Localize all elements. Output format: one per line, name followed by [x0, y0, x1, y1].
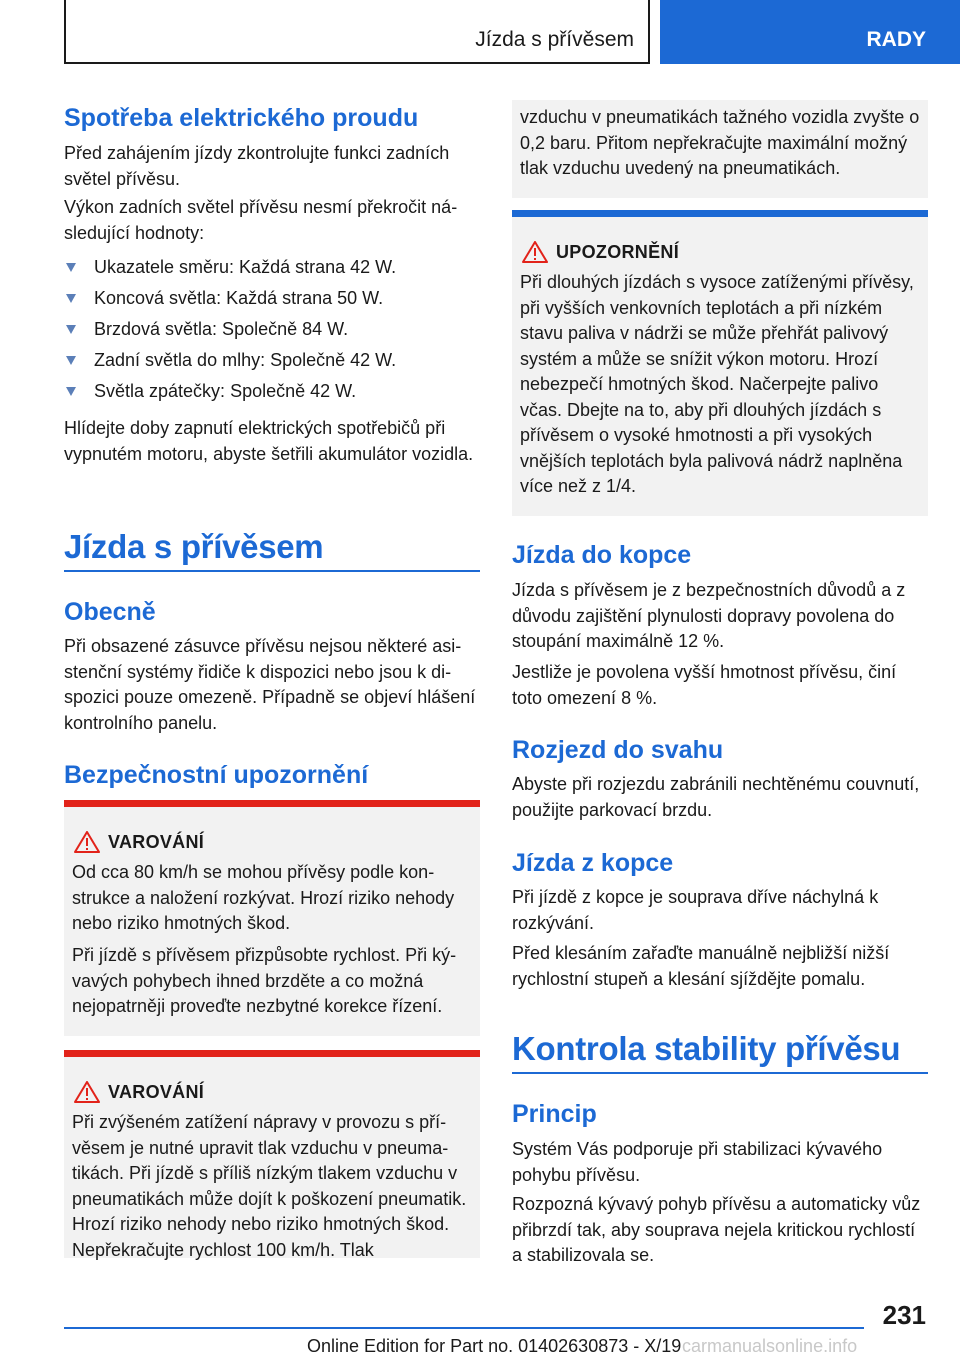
list-item: Zadní světla do mlhy: Společně 42 W.	[64, 345, 480, 376]
paragraph: Při jízdě z kopce je souprava dříve náchylná k rozkývání.	[512, 887, 879, 933]
bullet-triangle-icon	[64, 387, 94, 396]
warning-title: VAROVÁNÍ	[108, 832, 205, 852]
list-item: Koncová světla: Každá strana 50 W.	[64, 283, 480, 314]
heading-trailer-stability: Kontrola stability přívěsu	[512, 1030, 901, 1067]
heading-uphill: Jízda do kopce	[512, 541, 692, 569]
heading-power-consumption: Spotřeba elektrického proudu	[64, 104, 419, 132]
heading-general: Obecně	[64, 598, 156, 626]
paragraph: Rozpozná kývavý pohyb přívěsu a automaticky vůz přibrzdí tak, aby souprava nejela kritickou rychlostí a stabilizovala se.	[512, 1194, 921, 1265]
paragraph: Jestliže je povolena vyšší hmotnost přívěsu, činí toto omezení 8 %.	[512, 662, 897, 708]
paragraph: Hlídejte doby zapnutí elektrických spotřebičů při vypnutém motoru, abyste šetřili akumulátor vozidla.	[64, 418, 474, 464]
warning-text: vzduchu v pneumatikách tažného vozidla zvyšte o 0,2 baru. Přitom nepřekračujte maximální možný tlak vzduchu uvedený na pneumatikách.	[520, 107, 920, 178]
list-item: Brzdová světla: Společně 84 W.	[64, 314, 480, 345]
power-limits-list	[64, 252, 480, 407]
heading-safety-notes: Bezpečnostní upozornění	[64, 761, 369, 789]
heading-principle: Princip	[512, 1100, 597, 1128]
warning-text: Od cca 80 km/h se mohou přívěsy podle konstrukce a naložení rozkývat. Hrozí riziko nehody nebo riziko hmotných škod.	[72, 862, 455, 933]
heading-slope-start: Rozjezd do svahu	[512, 736, 724, 764]
caution-title: UPOZORNĚNÍ	[556, 242, 680, 262]
edition-note: Online Edition for Part no. 01402630873 - X/19	[307, 1336, 682, 1356]
caution-box	[512, 210, 928, 516]
paragraph: Systém Vás podporuje při stabilizaci kývavého pohybu přívěsu.	[512, 1139, 883, 1185]
watermark: carmanualsonline.info	[682, 1336, 858, 1356]
page-number: 231	[882, 1300, 926, 1330]
paragraph: Před klesáním zařaďte manuálně nejbližší nižší rychlostní stupeň a klesání sjíždějte pomalu.	[512, 943, 890, 989]
section-label: RADY	[866, 28, 926, 51]
list-item: Světla zpátečky: Společně 42 W.	[64, 376, 480, 407]
heading-driving-with-trailer: Jízda s přívěsem	[64, 528, 324, 565]
warning-title: VAROVÁNÍ	[108, 1082, 205, 1102]
paragraph: Před zahájením jízdy zkontrolujte funkci zadních světel přívěsu.	[64, 143, 450, 189]
heading-downhill: Jízda z kopce	[512, 849, 674, 877]
heading-rule	[64, 570, 480, 572]
header-title-box	[64, 0, 650, 64]
chapter-title: Jízda s přívěsem	[475, 28, 634, 51]
paragraph: Abyste při rozjezdu zabránili nechtěnému couvnutí, použijte parkovací brzdu.	[512, 774, 920, 820]
warning-text: Při jízdě s přívěsem přizpůsobte rychlost. Při kývavých pohybech ihned brzděte a co možná nejopatrněji proveďte nezbytné korekce řízení.	[72, 945, 457, 1016]
heading-rule	[512, 1072, 928, 1074]
warning-triangle-icon	[74, 1081, 100, 1103]
bullet-triangle-icon	[64, 356, 94, 365]
warning-box	[64, 800, 480, 1036]
bullet-triangle-icon	[64, 263, 94, 272]
paragraph: Při obsazené zásuvce přívěsu nejsou některé asistenční systémy řidiče k dispozici nebo jsou k dispozici pouze omezeně. Případně se objeví hlášení kontrolního panelu.	[64, 636, 476, 733]
bullet-triangle-icon	[64, 325, 94, 334]
list-item: Ukazatele směru: Každá strana 42 W.	[64, 252, 480, 283]
footer-rule	[64, 1327, 864, 1329]
warning-triangle-icon	[74, 831, 100, 853]
section-tab[interactable]	[660, 0, 960, 64]
warning-box-continued	[512, 100, 928, 198]
caution-triangle-icon	[522, 241, 548, 263]
paragraph: Jízda s přívěsem je z bezpečnostních důvodů a z důvodu zajištění plynulosti dopravy povolena do stoupání maximálně 12 %.	[512, 580, 906, 651]
caution-text: Při dlouhých jízdách s vysoce zatíženými přívěsy, při vyšších venkovních teplotách a při nízkém stavu paliva v nádrži se může přehřát palivový systém a může se snížit výkon motoru. Hrozí nebezpečí hmotných škod. Načerpejte palivo včas. Dbejte na to, aby při dlouhých jízdách s přívěsem o vysoké hmotnosti a při vysokých vnějších teplotách byla palivová nádrž naplněna více než z 1/4.	[520, 272, 914, 496]
paragraph: Výkon zadních světel přívěsu nesmí překročit následující hodnoty:	[64, 197, 458, 243]
warning-box	[64, 1050, 480, 1258]
warning-text: Při zvýšeném zatížení nápravy v provozu s přívěsem je nutné upravit tlak vzduchu v pneumatikách. Při jízdě s příliš nízkým tlakem vzduchu v pneumatikách může dojít k poškození pneumatik. Hrozí riziko nehody nebo riziko hmotných škod. Nepřekračujte rychlost 100 km/h. Tlak	[72, 1112, 467, 1260]
bullet-triangle-icon	[64, 294, 94, 303]
